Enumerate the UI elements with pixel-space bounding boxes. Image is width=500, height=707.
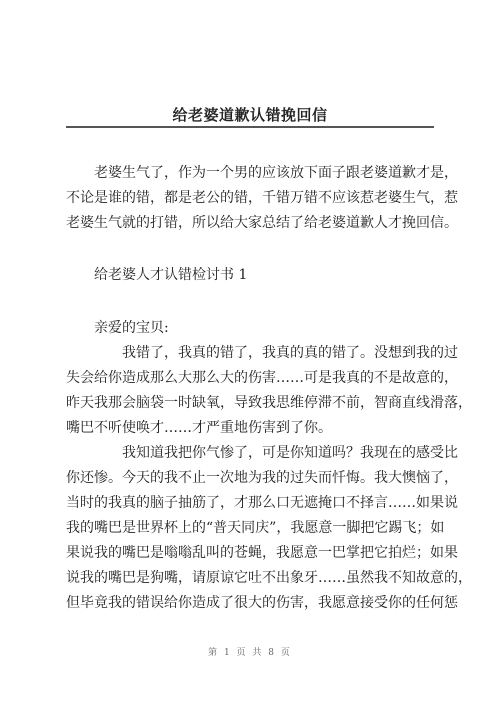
title-divider	[66, 126, 434, 128]
document-title: 给老婆道歉认错挽回信	[172, 106, 328, 124]
page-number-footer: 第 1 页 共 8 页	[208, 648, 292, 658]
paragraph-line: 你还惨。今天的我不止一次地为我的过失而忏悔。我大懊恼了，	[66, 470, 458, 486]
paragraph-line: 当时的我真的脑子抽筋了，才那么口无遮掩口不择言……如果说	[66, 495, 458, 511]
intro-paragraph	[66, 161, 458, 236]
intro-line: 不论是谁的错，都是老公的错，千错万错不应该惹老婆生气，惹	[66, 190, 458, 206]
paragraph-line: 我错了，我真的错了，我真的真的错了。没想到我的过	[122, 345, 458, 361]
paragraph-line: 说我的嘴巴是狗嘴，请原谅它吐不出象牙……虽然我不知故意的，	[66, 570, 472, 586]
intro-line: 老婆生气就的打错，所以给大家总结了给老婆道歉人才挽回信。	[66, 215, 458, 231]
salutation: 亲爱的宝贝:	[94, 320, 169, 336]
paragraph-line: 果说我的嘴巴是嗡嗡乱叫的苍蝇，我愿意一巴掌把它拍烂；如果	[66, 545, 458, 561]
paragraph-line: 失会给你造成那么大那么大的伤害……可是我真的不是故意的，	[66, 370, 458, 386]
section-heading: 给老婆人才认错检讨书 1	[94, 267, 248, 283]
section-heading-block	[66, 263, 436, 288]
paragraph-line: 我知道我把你气惨了，可是你知道吗？我现在的感受比	[122, 445, 458, 461]
intro-line: 老婆生气了，作为一个男的应该放下面子跟老婆道歉才是，	[94, 165, 458, 181]
paragraph-line: 但毕竟我的错误给你造成了很大的伤害，我愿意接受你的任何惩	[66, 595, 458, 611]
paragraph-line: 我的嘴巴是世界杯上的“普天同庆”，我愿意一脚把它踢飞；如	[66, 520, 445, 536]
letter-body	[66, 316, 472, 616]
paragraph-line: 昨天我那会脑袋一时缺氧，导致我思维停滞不前，智商直线滑落，	[66, 395, 472, 411]
paragraph-line: 嘴巴不听使唤才……才严重地伤害到了你。	[66, 420, 332, 436]
